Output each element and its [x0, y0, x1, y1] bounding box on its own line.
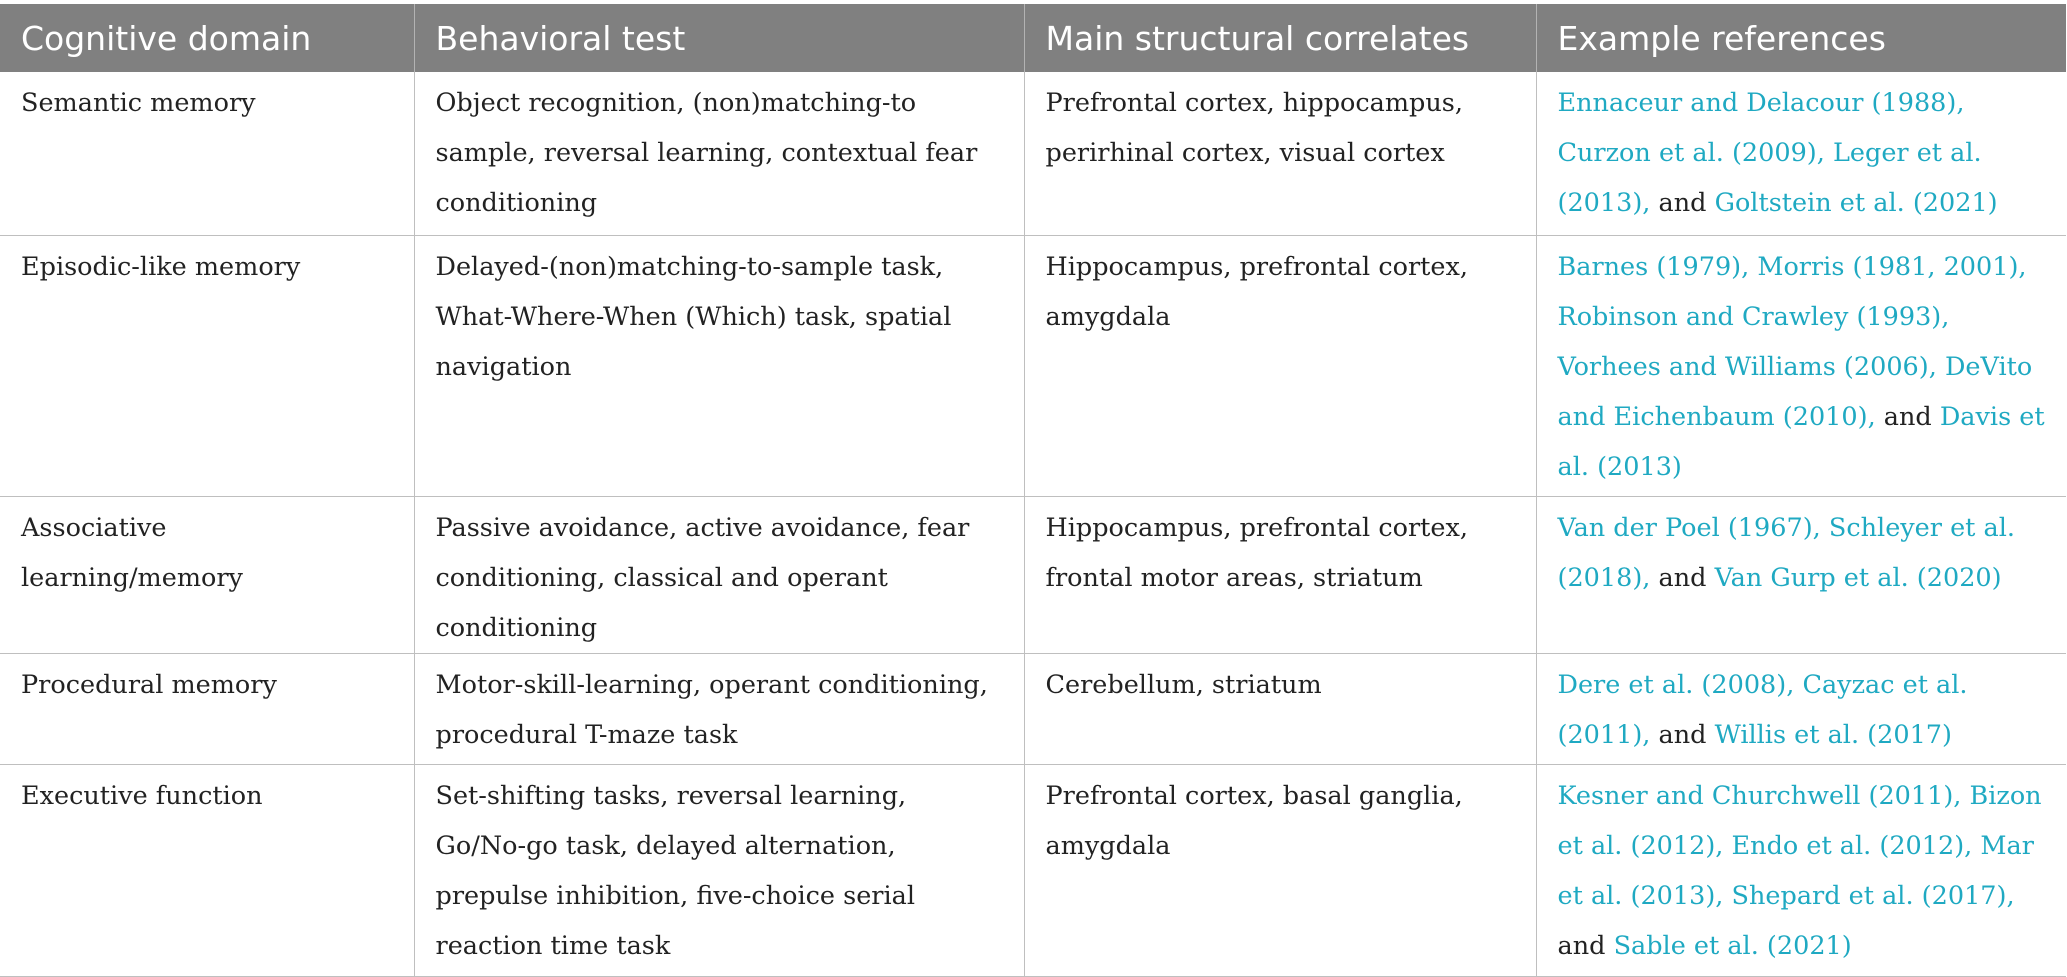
- header-row: [0, 4, 2066, 72]
- cell-domain: Associative learning/memory: [0, 496, 414, 653]
- cell-correlates: Prefrontal cortex, basal ganglia, amygdala: [1024, 764, 1536, 976]
- header-structural-correlates: Main structural correlates: [1024, 4, 1536, 72]
- table-row: [0, 235, 2066, 496]
- reference-link[interactable]: Curzon et al. (2009),: [1557, 138, 1833, 168]
- cell-correlates: Hippocampus, prefrontal cortex, frontal motor areas, striatum: [1024, 496, 1536, 653]
- cell-domain: Episodic-like memory: [0, 235, 414, 496]
- reference-link[interactable]: Robinson and Crawley (1993),: [1557, 301, 1950, 332]
- reference-link[interactable]: Barnes (1979),: [1557, 251, 1758, 282]
- table-container: [0, 4, 2067, 977]
- cell-test: Set-shifting tasks, reversal learning, Go/No-go task, delayed alternation, prepulse inhibition, five-choice serial reaction time task: [414, 764, 1024, 976]
- reference-conjunction: and: [1658, 188, 1715, 218]
- cell-domain: Executive function: [0, 764, 414, 976]
- cell-test: Motor-skill-learning, operant conditioning, procedural T-maze task: [414, 653, 1024, 764]
- cell-references: [1536, 496, 2066, 653]
- table-row: [0, 72, 2066, 235]
- cell-correlates: Cerebellum, striatum: [1024, 653, 1536, 764]
- reference-link[interactable]: Davis et al. (2013): [1557, 401, 2045, 482]
- reference-link[interactable]: Goltstein et al. (2021): [1714, 188, 1998, 218]
- reference-link[interactable]: Dere et al. (2008),: [1557, 669, 1803, 700]
- cell-correlates: Prefrontal cortex, hippocampus, perirhinal cortex, visual cortex: [1024, 72, 1536, 235]
- cognitive-domains-table: [0, 4, 2066, 977]
- reference-conjunction: and: [1883, 401, 1940, 432]
- header-behavioral-test: Behavioral test: [414, 4, 1024, 72]
- header-cognitive-domain: Cognitive domain: [0, 4, 414, 72]
- reference-link[interactable]: Leger et al. (2013),: [1557, 138, 1982, 218]
- header-example-references: Example references: [1536, 4, 2066, 72]
- reference-link[interactable]: Bizon et al. (2012),: [1557, 780, 2042, 861]
- reference-link[interactable]: Van Gurp et al. (2020): [1714, 562, 2002, 593]
- reference-link[interactable]: Morris (1981, 2001),: [1757, 251, 2027, 282]
- cell-domain: Procedural memory: [0, 653, 414, 764]
- cell-correlates: Hippocampus, prefrontal cortex, amygdala: [1024, 235, 1536, 496]
- reference-conjunction: and: [1658, 719, 1715, 750]
- cell-test: Passive avoidance, active avoidance, fear conditioning, classical and operant conditioning: [414, 496, 1024, 653]
- reference-conjunction: and: [1658, 562, 1715, 593]
- reference-link[interactable]: Cayzac et al. (2011),: [1557, 669, 1968, 750]
- reference-link[interactable]: Van der Poel (1967),: [1557, 512, 1829, 543]
- reference-link[interactable]: Kesner and Churchwell (2011),: [1557, 780, 1970, 811]
- cell-references: [1536, 235, 2066, 496]
- reference-link[interactable]: Ennaceur and Delacour (1988),: [1557, 88, 1965, 118]
- reference-link[interactable]: Schleyer et al. (2018),: [1557, 512, 2015, 593]
- table-row: [0, 653, 2066, 764]
- reference-conjunction: and: [1557, 930, 1614, 961]
- table-row: [0, 764, 2066, 976]
- reference-link[interactable]: Vorhees and Williams (2006),: [1557, 351, 1945, 382]
- reference-link[interactable]: Sable et al. (2021): [1613, 930, 1852, 961]
- reference-link[interactable]: Willis et al. (2017): [1714, 719, 1952, 750]
- cell-test: Delayed-(non)matching-to-sample task, What-Where-When (Which) task, spatial navigation: [414, 235, 1024, 496]
- cell-references: [1536, 72, 2066, 235]
- cell-references: [1536, 653, 2066, 764]
- reference-link[interactable]: Mar et al. (2013),: [1557, 830, 2034, 911]
- cell-test: Object recognition, (non)matching-to sample, reversal learning, contextual fear conditioning: [414, 72, 1024, 235]
- reference-link[interactable]: Shepard et al. (2017),: [1731, 880, 2015, 911]
- reference-link[interactable]: Endo et al. (2012),: [1731, 830, 1981, 861]
- cell-references: [1536, 764, 2066, 976]
- cell-domain: Semantic memory: [0, 72, 414, 235]
- reference-link[interactable]: DeVito and Eichenbaum (2010),: [1557, 351, 2033, 432]
- table-row: [0, 496, 2066, 653]
